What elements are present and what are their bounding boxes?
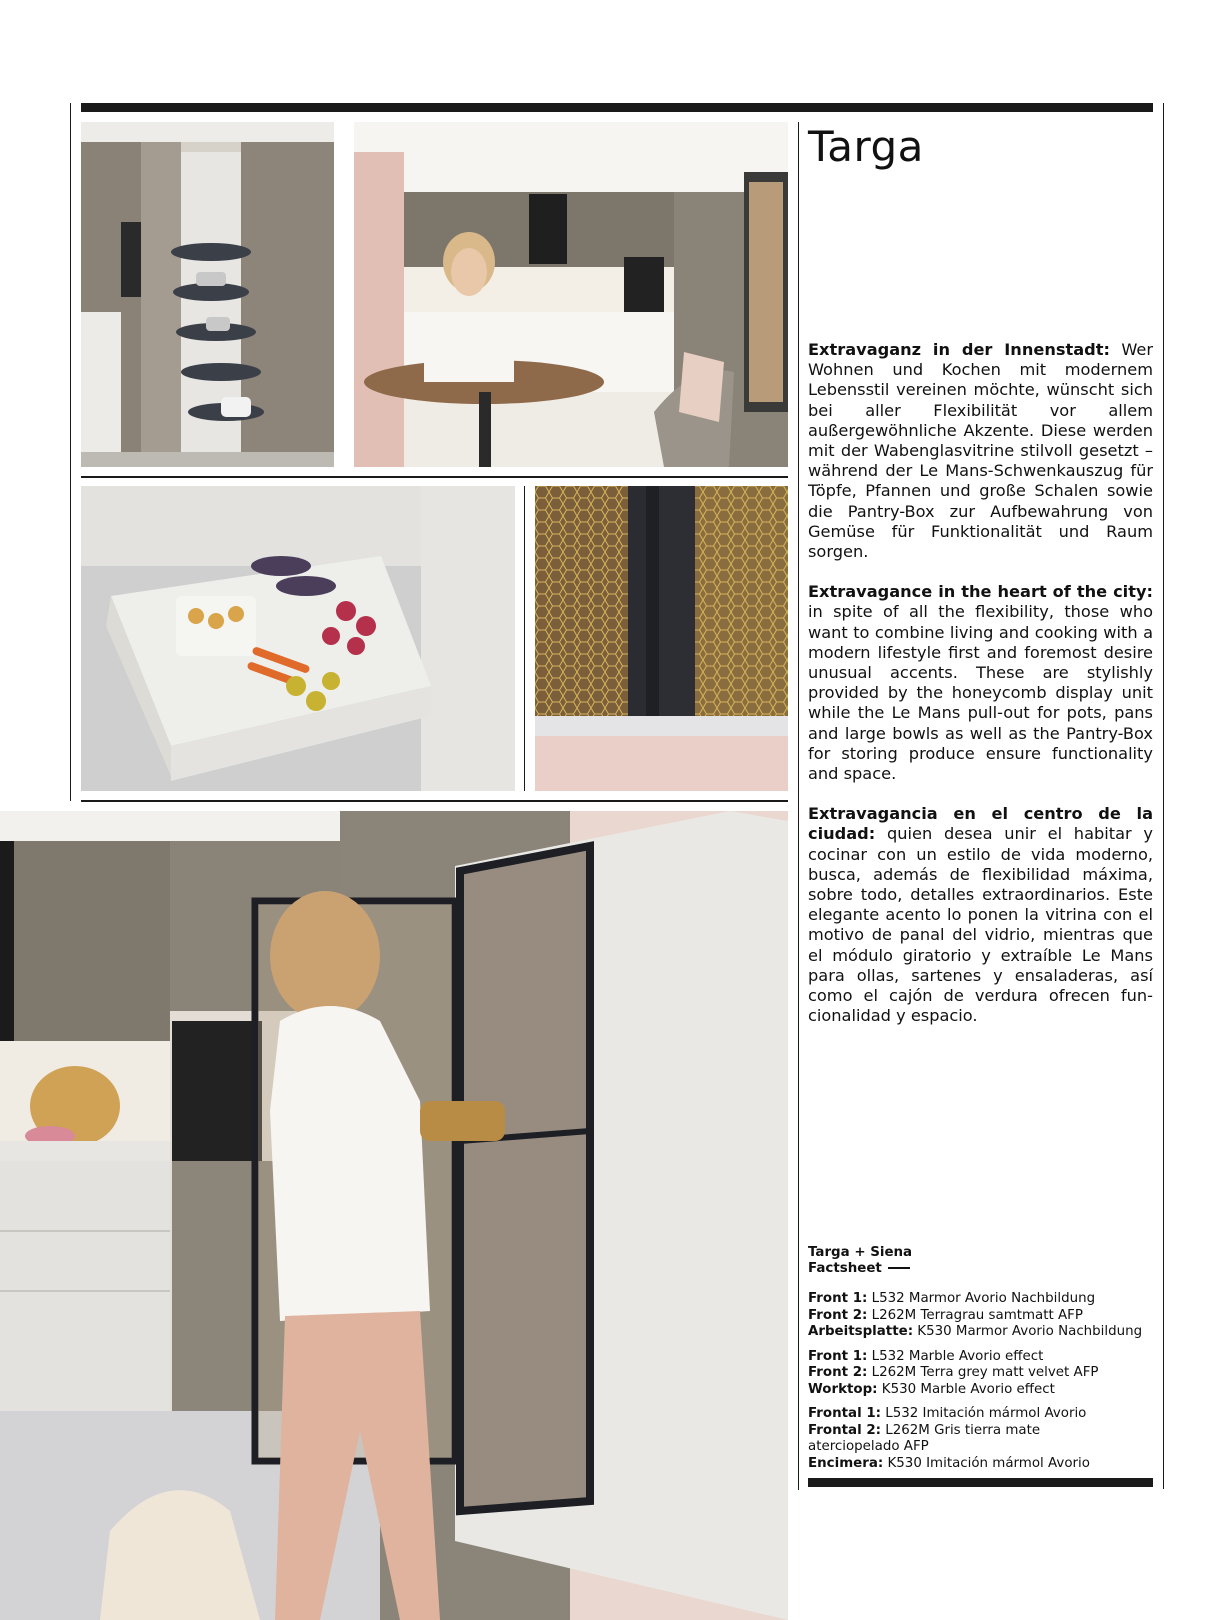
photo-honeycomb-glass bbox=[535, 486, 788, 791]
factsheet-row bbox=[808, 1291, 1158, 1308]
fact-value: K530 Marmor Avorio Nachbildung bbox=[913, 1324, 1143, 1339]
fact-value: K530 Imitación mármol Avorio bbox=[883, 1455, 1090, 1471]
row-rule-1 bbox=[81, 476, 788, 478]
fact-value: L262M Gris tierra mate bbox=[881, 1422, 1041, 1438]
right-margin-line bbox=[1163, 103, 1164, 1489]
fact-value: K530 Marble Avorio effect bbox=[877, 1381, 1055, 1397]
fact-label: Frontal 1: bbox=[808, 1406, 881, 1421]
factsheet-row bbox=[808, 1382, 1158, 1399]
photo-gap-line bbox=[524, 486, 525, 791]
paragraph-english bbox=[808, 582, 1153, 784]
fact-label: Frontal 2: bbox=[808, 1422, 881, 1438]
fact-value: L532 Marmor Avorio Nachbildung bbox=[867, 1291, 1096, 1306]
factsheet-row bbox=[808, 1406, 1158, 1423]
top-rule bbox=[81, 103, 1153, 112]
body-text bbox=[808, 340, 1153, 1047]
factsheet-row bbox=[808, 1439, 1158, 1456]
page-title: Targa bbox=[808, 122, 924, 171]
photo-corner-carousel bbox=[81, 122, 334, 467]
lead-german: Extravaganz in der Innenstadt: bbox=[808, 340, 1110, 359]
factsheet-row bbox=[808, 1456, 1158, 1473]
factsheet-german bbox=[808, 1291, 1158, 1341]
factsheet-row bbox=[808, 1349, 1158, 1366]
row-rule-2 bbox=[81, 800, 788, 802]
fact-value: aterciopelado AFP bbox=[808, 1439, 929, 1454]
text-column-divider bbox=[798, 122, 799, 1490]
body-english: in spite of all the flexibility, those who want to combine living and cooking with a modern lifestyle first and foremost desire unusual accents. These are stylishly provided by the honeycomb display unit while the Le Mans pull-out for pots, pans and large bowls as well as the Pantry-Box for storing produce ensure functionality and space. bbox=[808, 602, 1153, 784]
factsheet-row bbox=[808, 1365, 1158, 1382]
factsheet-row bbox=[808, 1308, 1158, 1325]
body-spanish: quien desea unir el habitar y cocinar con un estilo de vida moderno, busca, además de flexibilidad máxima, sobre todo, detalles extraordinarios. Este elegante acento lo ponen la vitrina con el motivo de panal del vidrio, mientras que el módulo giratorio y extraíble Le Mans para ollas, sartenes y ensaladeras, así como el cajón de verdura ofrecen funcionalidad y espacio. bbox=[808, 824, 1153, 1026]
bottom-rule bbox=[808, 1478, 1153, 1487]
lead-spanish: Extravagancia en el centro de la ciudad: bbox=[808, 804, 1153, 844]
factsheet-heading-line2: Factsheet bbox=[808, 1261, 882, 1276]
left-margin-line bbox=[70, 103, 71, 801]
factsheet-spacer bbox=[808, 1277, 1158, 1291]
photo-woman-dining bbox=[354, 122, 788, 467]
fact-label: Front 1: bbox=[808, 1291, 868, 1306]
fact-value: L532 Imitación mármol Avorio bbox=[881, 1406, 1087, 1421]
photo-pantry-drawer bbox=[81, 486, 515, 791]
fact-label: Front 2: bbox=[808, 1365, 868, 1380]
factsheet bbox=[808, 1245, 1158, 1480]
lead-english: Extravagance in the heart of the city: bbox=[808, 582, 1153, 602]
fact-label: Worktop: bbox=[808, 1381, 878, 1397]
factsheet-row bbox=[808, 1423, 1158, 1440]
photo-woman-cabinet bbox=[0, 811, 788, 1620]
fact-label: Front 2: bbox=[808, 1307, 868, 1323]
factsheet-dash bbox=[888, 1267, 910, 1269]
factsheet-heading bbox=[808, 1245, 1158, 1277]
fact-value: L532 Marble Avorio effect bbox=[867, 1348, 1044, 1364]
factsheet-english bbox=[808, 1349, 1158, 1399]
paragraph-german bbox=[808, 340, 1153, 562]
factsheet-spanish bbox=[808, 1406, 1158, 1472]
fact-value: L262M Terra grey matt velvet AFP bbox=[867, 1365, 1099, 1380]
factsheet-heading-line1: Targa + Siena bbox=[808, 1245, 913, 1260]
factsheet-heading-line2-row bbox=[808, 1261, 1158, 1277]
paragraph-spanish bbox=[808, 804, 1153, 1026]
fact-label: Front 1: bbox=[808, 1348, 868, 1364]
fact-label: Arbeitsplatte: bbox=[808, 1324, 914, 1339]
body-german: Wer Wohnen und Kochen mit modernem Lebensstil vereinen möchte, wünscht sich bei aller Flexibilität vor allem außergewöhnliche Akzente. Diese werden mit der Wabenglasvitrine stilvoll gesetzt – während der Le Mans-Schwenkauszug für Töpfe, Pfannen und große Schalen sowie die Pantry-Box zur Aufbewahrung von Gemüse für Funktionalität und Raum sorgen. bbox=[808, 340, 1153, 562]
fact-label: Encimera: bbox=[808, 1455, 884, 1471]
fact-value: L262M Terragrau samtmatt AFP bbox=[867, 1307, 1083, 1323]
factsheet-row bbox=[808, 1324, 1158, 1341]
